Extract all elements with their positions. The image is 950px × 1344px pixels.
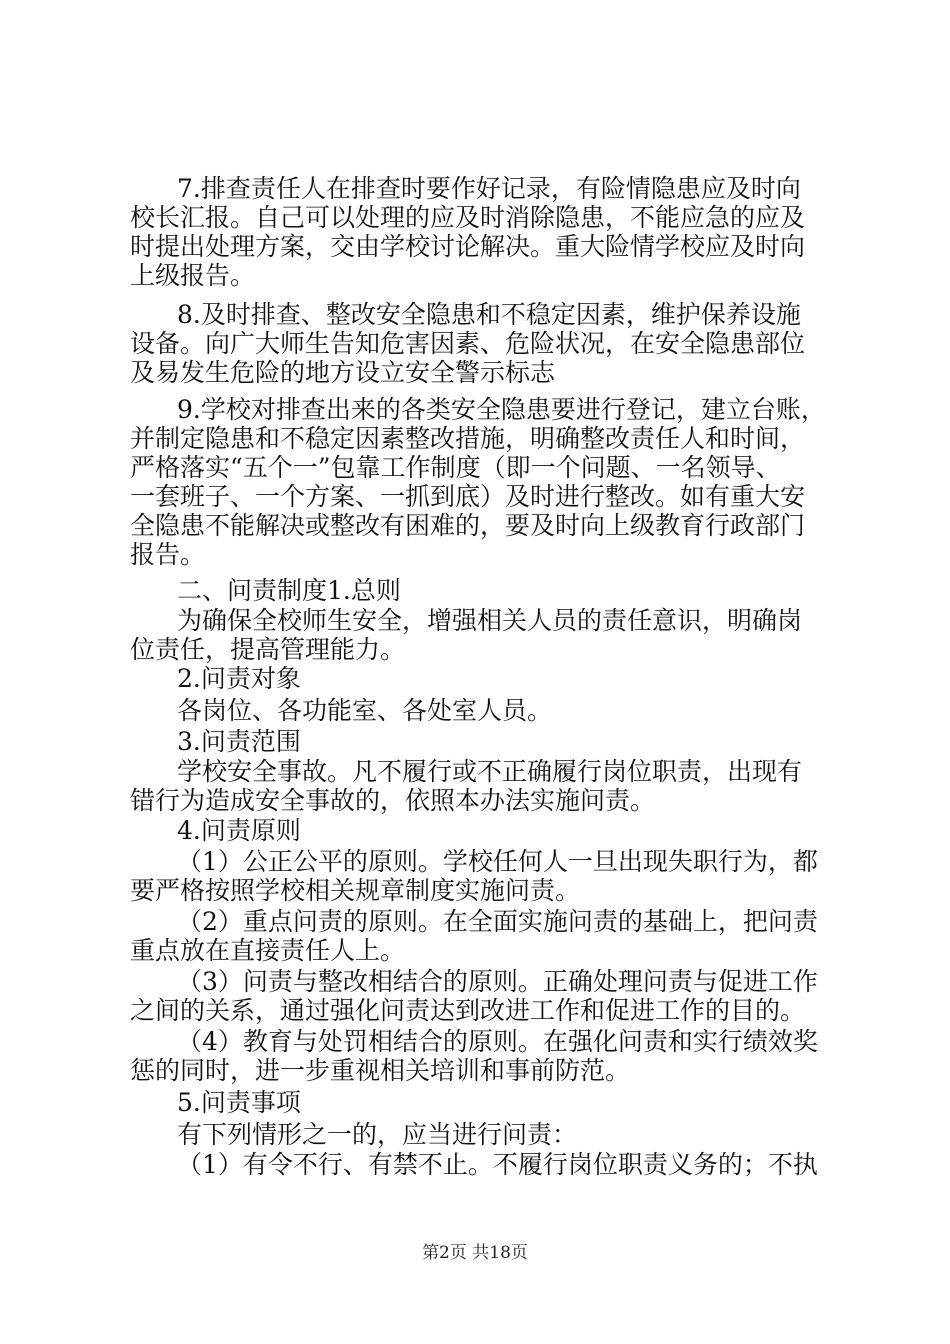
text-line: 报告。 [130, 540, 206, 569]
text-line: （3）问责与整改相结合的原则。正确处理问责与促进工作 [177, 967, 818, 996]
text-line: 及易发生危险的地方设立安全警示标志 [130, 358, 556, 387]
text-line: 7.排查责任人在排查时要作好记录，有险情隐患应及时向 [177, 174, 801, 203]
text-line: 学校安全事故。凡不履行或不正确履行岗位职责，出现有 [177, 757, 803, 786]
text-line: 校长汇报。自己可以处理的应及时消除隐患，不能应急的应及 [130, 203, 806, 232]
text-line: 8.及时排查、整改安全隐患和不稳定因素，维护保养设施 [177, 300, 801, 329]
text-line: （4）教育与处罚相结合的原则。在强化问责和实行绩效奖 [177, 1027, 818, 1056]
text-line: 严格落实“五个一”包靠工作制度（即一个问题、一名领导、 [130, 453, 781, 482]
text-line: 错行为造成安全事故的，依照本办法实施问责。 [130, 786, 656, 815]
text-line: 各岗位、各功能室、各处室人员。 [177, 696, 553, 725]
text-line: 为确保全校师生安全，增强相关人员的责任意识，明确岗 [177, 606, 803, 635]
text-line: 位责任，提高管理能力。 [130, 635, 406, 664]
text-line: 上级报告。 [130, 261, 256, 290]
subsection-heading: 5.问责事项 [177, 1088, 301, 1117]
text-line: 惩的同时，进一步重视相关培训和事前防范。 [130, 1056, 631, 1085]
text-line: 全隐患不能解决或整改有困难的，要及时向上级教育行政部门 [130, 511, 806, 540]
text-line: 要严格按照学校相关规章制度实施问责。 [130, 876, 581, 905]
page-number-footer: 第2页 共18页 [422, 1243, 528, 1263]
text-line: 重点放在直接责任人上。 [130, 936, 406, 965]
subsection-heading: 2.问责对象 [177, 664, 301, 693]
text-line: 有下列情形之一的，应当进行问责： [177, 1120, 578, 1149]
text-line: （1）公正公平的原则。学校任何人一旦出现失职行为，都 [177, 847, 818, 876]
subsection-heading: 4.问责原则 [177, 816, 301, 845]
text-line: 一套班子、一个方案、一抓到底）及时进行整改。如有重大安 [130, 482, 806, 511]
section-heading: 二、问责制度1.总则 [177, 576, 401, 605]
text-line: 之间的关系，通过强化问责达到改进工作和促进工作的目的。 [130, 996, 806, 1025]
text-line: 时提出处理方案，交由学校讨论解决。重大险情学校应及时向 [130, 232, 806, 261]
text-line: 9.学校对排查出来的各类安全隐患要进行登记，建立台账， [177, 395, 826, 424]
subsection-heading: 3.问责范围 [177, 727, 301, 756]
text-line: （2）重点问责的原则。在全面实施问责的基础上，把问责 [177, 907, 818, 936]
text-line: （1）有令不行、有禁不止。不履行岗位职责义务的；不执 [177, 1150, 818, 1179]
text-line: 设备。向广大师生告知危害因素、危险状况，在安全隐患部位 [130, 329, 806, 358]
text-line: 并制定隐患和不稳定因素整改措施，明确整改责任人和时间， [130, 424, 806, 453]
